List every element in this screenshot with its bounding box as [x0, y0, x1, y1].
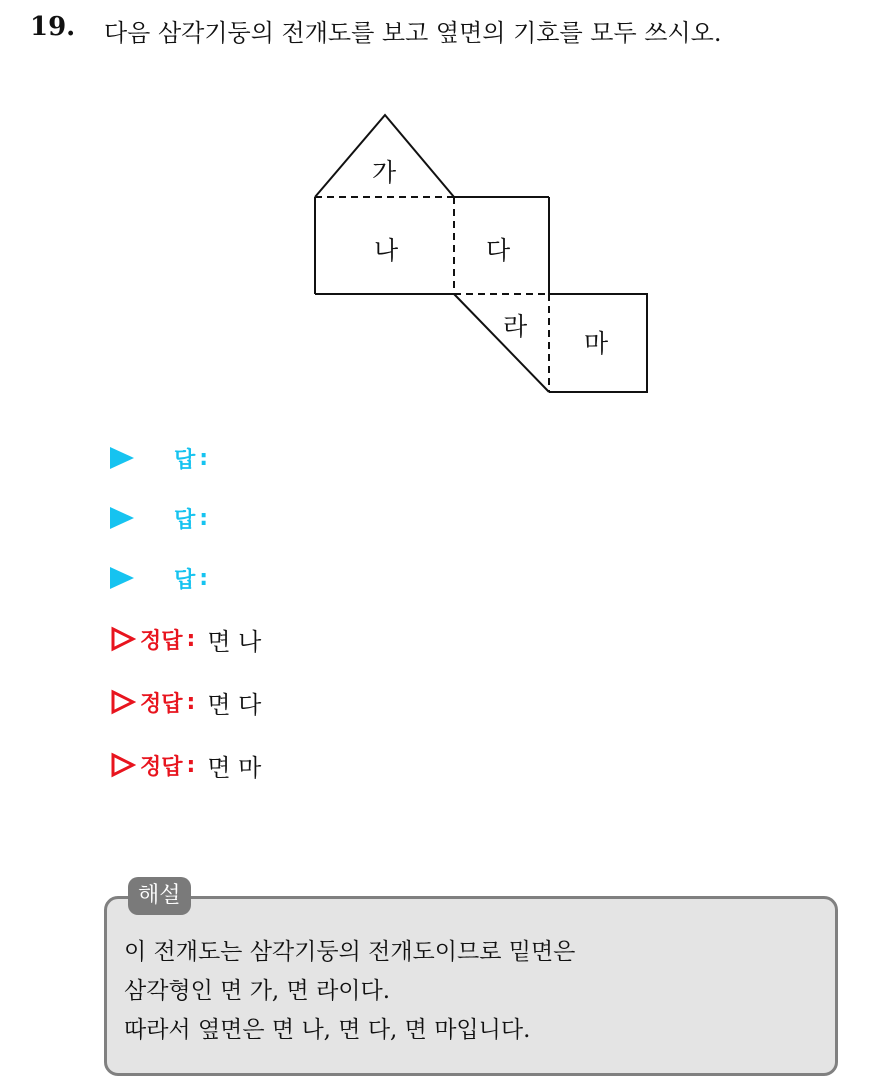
- outline-triangle-icon: [110, 626, 136, 652]
- question-number: 19.: [30, 12, 76, 42]
- face-label-na: 나: [374, 236, 399, 265]
- answer-label: 답: [174, 447, 196, 473]
- explanation-tag: 해설: [128, 877, 191, 915]
- answer-row: [110, 561, 208, 595]
- outline-triangle-icon: [110, 752, 136, 778]
- correct-answer-row: [110, 622, 261, 656]
- correct-answer-row: [110, 685, 261, 719]
- correct-answer-value: 면 다: [207, 690, 262, 719]
- answer-label: 답: [174, 567, 196, 593]
- answer-row: [110, 501, 208, 535]
- correct-answer-value: 면 마: [207, 753, 262, 782]
- correct-answer-colon: :: [186, 689, 196, 715]
- answer-colon: :: [199, 565, 209, 591]
- answer-row: [110, 441, 208, 475]
- answer-label: 답: [174, 507, 196, 533]
- play-triangle-icon: [110, 567, 134, 589]
- answer-colon: :: [199, 505, 209, 531]
- play-triangle-icon: [110, 507, 134, 529]
- explanation-line: 이 전개도는 삼각기둥의 전개도이므로 밑면은: [124, 939, 576, 965]
- correct-answer-colon: :: [186, 626, 196, 652]
- play-triangle-icon: [110, 447, 134, 469]
- answer-colon: :: [199, 445, 209, 471]
- correct-answer-label: 정답: [140, 691, 183, 717]
- correct-answer-row: [110, 748, 261, 782]
- face-label-ga: 가: [372, 158, 397, 187]
- face-label-ra: 라: [503, 312, 528, 341]
- face-label-da: 다: [486, 236, 511, 265]
- correct-answer-label: 정답: [140, 754, 183, 780]
- correct-answer-label: 정답: [140, 628, 183, 654]
- correct-answer-colon: :: [186, 752, 196, 778]
- explanation-line: 삼각형인 면 가, 면 라이다.: [124, 978, 391, 1004]
- question-text: 다음 삼각기둥의 전개도를 보고 옆면의 기호를 모두 쓰시오.: [104, 19, 722, 47]
- correct-answer-value: 면 나: [207, 627, 262, 656]
- explanation-line: 따라서 옆면은 면 나, 면 다, 면 마입니다.: [124, 1017, 531, 1043]
- triangular-prism-net-diagram: [0, 0, 884, 420]
- face-label-ma: 마: [584, 329, 609, 358]
- outline-triangle-icon: [110, 689, 136, 715]
